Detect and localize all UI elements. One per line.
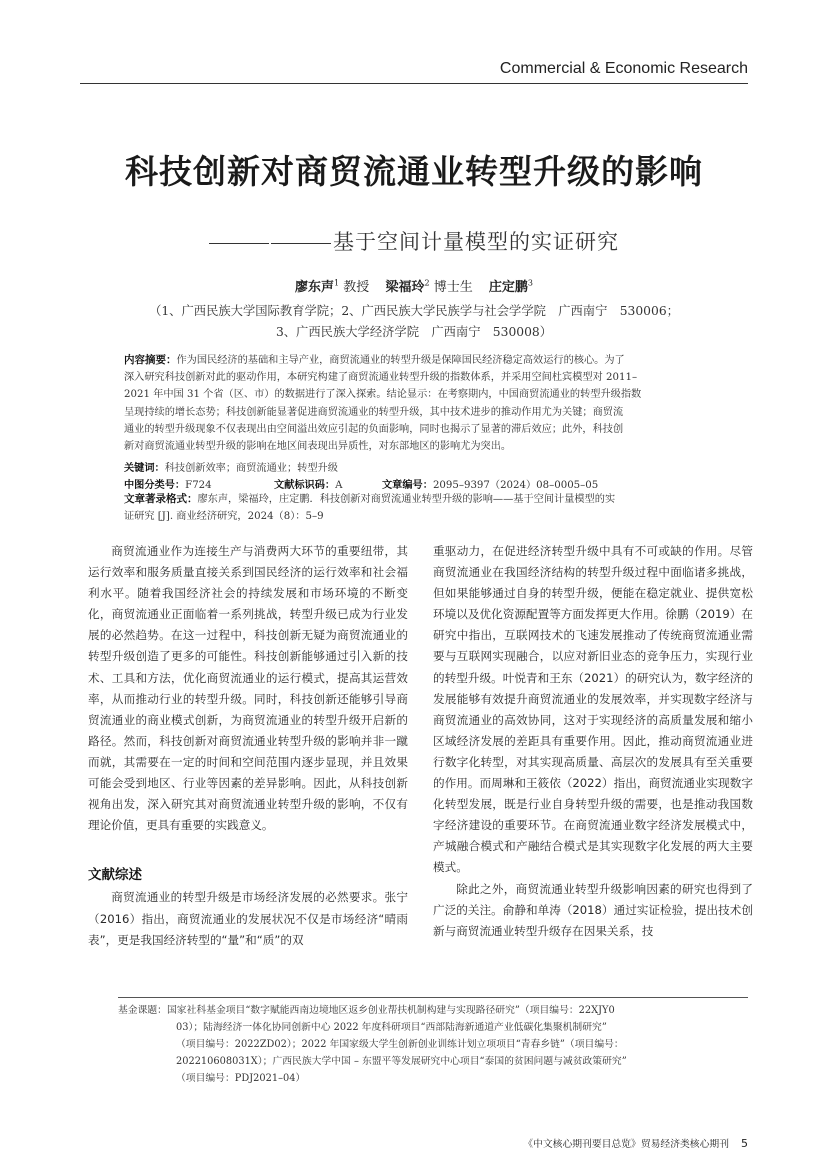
article-no-label: 文章编号： [382,480,433,491]
author-list [80,276,748,295]
author-affil-mark: 3 [527,278,533,288]
footer-journal-note: 《中文核心期刊要目总览》贸易经济类核心期刊 [523,1139,729,1150]
header-rule [80,83,748,84]
article-subtitle [80,226,748,256]
abstract [124,352,712,455]
author-affil-mark: 1 [334,278,340,288]
section-heading: 文献综述 [88,867,142,884]
article-no: 2095–9397（2024）08–0005–05 [432,480,599,491]
article-title: 科技创新对商贸流通业转型升级的影响 [125,152,703,191]
abstract-line: 深入研究科技创新对此的驱动作用，本研究构建了商贸流通业转型升级的指数体系，并采用空间杜宾模型对 2011– [124,372,638,384]
subtitle-text: 基于空间计量模型的实证研究 [333,230,619,254]
body-paragraph: 重驱动力，在促进经济转型升级中具有不可或缺的作用。尽管商贸流通业在我国经济结构的转型升级过程中面临诸多挑战，但如果能够通过自身的转型升级，便能在稳定就业、提供宽松环境以及优化资源配置等方面发挥更大作用。徐鹏（2019）在研究中指出，互联网技术的飞速发展推动了传统商贸流通业需要与互联网实现融合，以应对新旧业态的竞争压力，实现行业的转型升级。叶悦青和王东（2021）的研究认为，数字经济的发展能够有效提升商贸流通业的发展效率，并实现数字经济与商贸流通业的高效协同，这对于实现经济的高质量发展和缩小区域经济发展的差距具有重要作用。因此，推动商贸流通业进行数字化转型，对其实现高质量、高层次的发展具有至关重要的作用。而周琳和王筱依（2022）指出，商贸流通业实现数字化转型发展，既是行业自身转型升级的需要，也是推动我国数字经济建设的重要环节。在商贸流通业数字经济发展模式中，产城融合模式和产融结合模式是其实现数字化发展的两大主要模式。 [433,544,753,875]
classification-row [124,476,712,491]
keywords: 科技创新效率；商贸流通业；转型升级 [164,463,338,474]
page-number: 5 [741,1137,748,1150]
funding-note [118,1003,738,1088]
citation [124,491,712,525]
body-paragraph: 商贸流通业作为连接生产与消费两大环节的重要纽带，其运行效率和服务质量直接关系到国民经济的运行效率和社会福利水平。随着我国经济社会的持续发展和市场环境的不断变化，商贸流通业正面临着一系列挑战，转型升级已成为行业发展的必然趋势。在这一过程中，科技创新无疑为商贸流通业的转型升级创造了更多的可能性。科技创新能够通过引入新的技术、工具和方法，优化商贸流通业的运行模式，提高其运营效率，从而推动行业的转型升级。同时，科技创新还能够引导商贸流通业的商业模式创新，为商贸流通业的转型升级开启新的路径。然而，科技创新对商贸流通业转型升级的影响并非一蹴而就，其需要在一定的时间和空间范围内逐步显现，并且效果可能会受到地区、行业等因素的差异影响。因此，从科技创新视角出发，深入研究其对商贸流通业转型升级的影响，不仅有理论价值，更具有重要的实践意义。 [88,544,408,833]
funding-line: 202210608031X）；广西民族大学中国 – 东盟平等发展研究中心项目“泰国的贫困问题与减贫政策研究” [176,1055,627,1067]
funding-line: 03）；陆海经济一体化协同创新中心 2022 年度科研项目“西部陆海新通道产业低碳化集聚机制研究” [176,1021,607,1033]
affiliation-line: 3、广西民族大学经济学院 广西南宁 530008） [275,325,553,339]
funding-line: （项目编号：PDJ2021–04） [176,1072,306,1084]
author-title: 博士生 [433,280,473,295]
doc-code-label: 文献标识码： [274,480,336,491]
clc-code: F724 [185,480,212,491]
citation-label: 文章著录格式： [124,493,198,505]
funding-line: （项目编号：2022ZD02）；2022 年国家级大学生创新创业训练计划立项项目“青春乡链”（项目编号： [176,1038,624,1050]
abstract-line: 新对商贸流通业转型升级的影响在地区间表现出异质性，对东部地区的影响尤为突出。 [124,441,512,453]
author-title: 教授 [343,280,370,295]
author-name: 梁福玲 [385,280,425,295]
footnote-rule [118,997,748,998]
body-column-right [433,541,753,942]
abstract-line: 2021 年中国 31 个省（区、市）的数据进行了深入探索。结论显示：在考察期内，中国商贸流通业的转型升级指数 [124,389,642,401]
abstract-label: 内容摘要： [124,354,177,366]
abstract-line: 呈现持续的增长态势；科技创新能显著促进商贸流通业的转型升级，其中技术进步的推动作用尤为关键；商贸流 [124,406,624,418]
citation-line: 证研究 [J]. 商业经济研究，2024（8）：5–9 [124,511,324,523]
clc-label: 中图分类号： [124,480,186,491]
doc-code: A [335,480,343,491]
author-name: 廖东声 [295,280,335,295]
abstract-line: 作为国民经济的基础和主导产业，商贸流通业的转型升级是保障国民经济稳定高效运行的核心。为了 [176,355,625,366]
body-column-left [88,541,408,951]
keywords-row [124,459,338,474]
citation-line: 廖东声，梁福玲，庄定鹏．科技创新对商贸流通业转型升级的影响——基于空间计量模型的实 [197,494,616,505]
author-affil-mark: 2 [424,278,430,288]
body-paragraph: 商贸流通业的转型升级是市场经济发展的必然要求。张宁（2016）指出，商贸流通业的发展状况不仅是市场经济“晴雨表”，更是我国经济转型的“量”和“质”的双 [88,890,408,947]
journal-name: Commercial & Economic Research [499,60,748,77]
funding-line: 基金课题：国家社科基金项目“数字赋能西南边境地区返乡创业帮扶机制构建与实现路径研究”（项目编号：22XJY0 [118,1005,615,1016]
keywords-label: 关键词： [124,463,165,474]
page-footer [470,1136,748,1150]
body-paragraph: 除此之外，商贸流通业转型升级影响因素的研究也得到了广泛的关注。俞静和单涛（2018）通过实证检验，提出技术创新与商贸流通业转型升级存在因果关系，技 [433,881,753,938]
affiliation-line: （1、广西民族大学国际教育学院；2、广西民族大学民族学与社会学学院 广西南宁 530006； [149,304,679,318]
author-name: 庄定鹏 [488,280,528,295]
abstract-line: 通业的转型升级现象不仅表现出由空间溢出效应引起的负面影响，同时也揭示了显著的滞后效应；此外，科技创 [124,423,624,435]
